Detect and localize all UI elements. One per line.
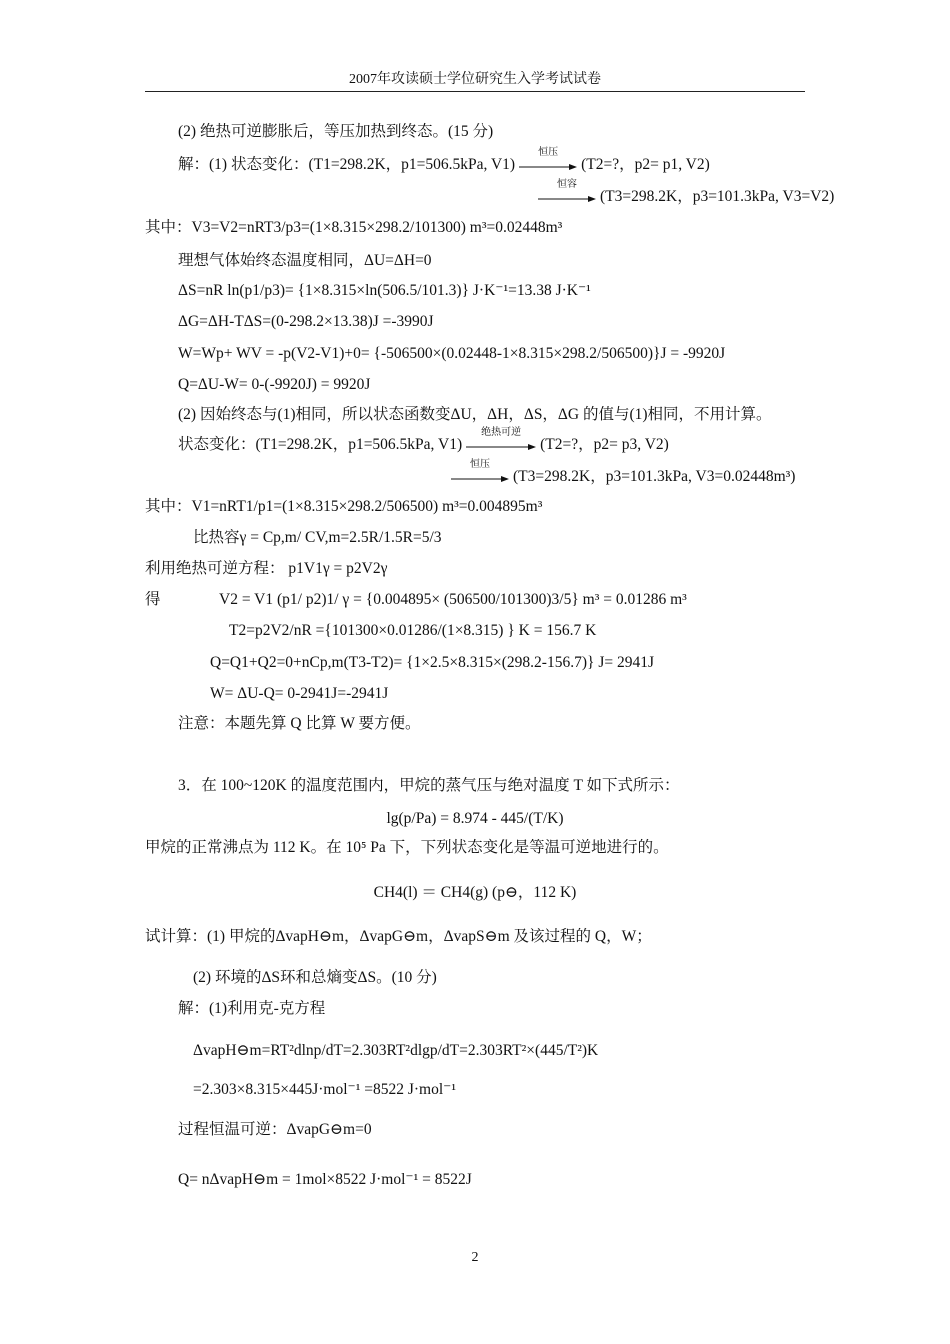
note-line: 注意：本题先算 Q 比算 W 要方便。	[178, 715, 421, 732]
initial-volume-calc: 其中：V1=nRT1/p1=(1×8.315×298.2/506500) m³=0.004895m³	[145, 498, 543, 515]
arrow-label: 恒压	[538, 147, 559, 159]
state-1: 解：(1) 状态变化：(T1=298.2K，p1=506.5kPa, V1)	[178, 156, 516, 173]
problem-3-stem: 3．在 100~120K 的温度范围内，甲烷的蒸气压与绝对温度 T 如下式所示：	[178, 777, 680, 794]
adiabatic-reversible-arrow	[466, 427, 536, 452]
enthalpy-value: =2.303×8.315×445J·mol⁻¹ =8522 J·mol⁻¹	[193, 1081, 456, 1098]
work-calc-2: W= ΔU-Q= 0-2941J=-2941J	[210, 685, 389, 702]
problem-2-part-2: (2) 绝热可逆膨胀后，等压加热到终态。(15 分)	[178, 123, 494, 140]
ideal-gas-note: 理想气体始终态温度相同，ΔU=ΔH=0	[178, 252, 432, 269]
arrow-label: 恒容	[557, 179, 577, 191]
state-2: (T2=?，p2= p3, V2)	[540, 436, 669, 453]
calc-request-1: 试计算：(1) 甲烷的ΔvapH⊖m，ΔvapG⊖m，ΔvapS⊖m 及该过程的 Q，W；	[145, 928, 652, 945]
final-volume-calc: V2 = V1 (p1/ p2)1/ γ = {0.004895× (506500/101300)3/5} m³ = 0.01286 m³	[219, 591, 687, 608]
solution-1-state-change	[178, 147, 710, 173]
calc-request-2: (2) 环境的ΔS环和总熵变ΔS。(10 分)	[193, 969, 437, 986]
volume-calc: 其中：V3=V2=nRT3/p3=(1×8.315×298.2/101300) m³=0.02448m³	[145, 219, 563, 236]
isobaric-arrow	[519, 147, 577, 172]
solution-2-state-change-2	[447, 459, 796, 485]
heat-value: Q= nΔvapH⊖m = 1mol×8522 J·mol⁻¹ = 8522J	[178, 1171, 472, 1188]
page-header-title: 2007年攻读硕士学位研究生入学考试试卷	[349, 72, 601, 87]
adiabatic-equation: 利用绝热可逆方程： p1V1γ = p2V2γ	[145, 560, 388, 577]
isochoric-arrow	[538, 179, 596, 204]
state-1: 状态变化：(T1=298.2K，p1=506.5kPa, V1)	[178, 436, 463, 453]
state-3: (T3=298.2K，p3=101.3kPa, V3=V2)	[600, 188, 835, 205]
temperature-calc: T2=p2V2/nR ={101300×0.01286/(1×8.315) } K = 156.7 K	[229, 622, 597, 639]
heat-calc-2: Q=Q1+Q2=0+nCp,m(T3-T2)= {1×2.5×8.315×(298.2-156.7)} J= 2941J	[210, 654, 654, 671]
vapor-pressure-equation: lg(p/Pa) = 8.974 - 445/(T/K)	[386, 810, 564, 827]
solution-1-state-change-2	[534, 179, 835, 205]
part-2-intro: (2) 因始终态与(1)相同，所以状态函数变ΔU，ΔH，ΔS，ΔG 的值与(1)相同，不用计算。	[178, 406, 772, 423]
therefore-label: 得	[145, 591, 161, 608]
heat-calc: Q=ΔU-W= 0-(-9920J) = 9920J	[178, 376, 371, 393]
state-3: (T3=298.2K，p3=101.3kPa, V3=0.02448m³)	[513, 468, 796, 485]
heat-capacity-ratio: 比热容γ = Cp,m/ CV,m=2.5R/1.5R=5/3	[193, 529, 442, 546]
phase-change-equation: CH4(l) ＝ CH4(g) (p⊖，112 K)	[373, 884, 577, 901]
work-calc: W=Wp+ WV = -p(V2-V1)+0= {-506500×(0.02448-1×8.315×298.2/506500)}J = -9920J	[178, 345, 726, 362]
header-rule	[145, 91, 805, 92]
isobaric-arrow	[451, 459, 509, 484]
page-number: 2	[471, 1250, 479, 1265]
arrow-label: 恒压	[470, 459, 490, 471]
state-2: (T2=?，p2= p1, V2)	[581, 156, 710, 173]
entropy-calc: ΔS=nR ln(p1/p3)= {1×8.315×ln(506.5/101.3)} J·K⁻¹=13.38 J·K⁻¹	[178, 282, 591, 299]
gibbs-zero: 过程恒温可逆：ΔvapG⊖m=0	[178, 1121, 372, 1138]
boiling-point-statement: 甲烷的正常沸点为 112 K。在 10⁵ Pa 下，下列状态变化是等温可逆地进行的。	[145, 839, 669, 856]
solution-2-state-change	[178, 427, 669, 453]
enthalpy-derivation: ΔvapH⊖m=RT²dlnp/dT=2.303RT²dlgp/dT=2.303RT²×(445/T²)K	[193, 1042, 599, 1059]
solution-3-start: 解：(1)利用克-克方程	[178, 1000, 326, 1017]
gibbs-calc: ΔG=ΔH-TΔS=(0-298.2×13.38)J =-3990J	[178, 313, 434, 330]
arrow-label: 绝热可逆	[481, 427, 522, 439]
